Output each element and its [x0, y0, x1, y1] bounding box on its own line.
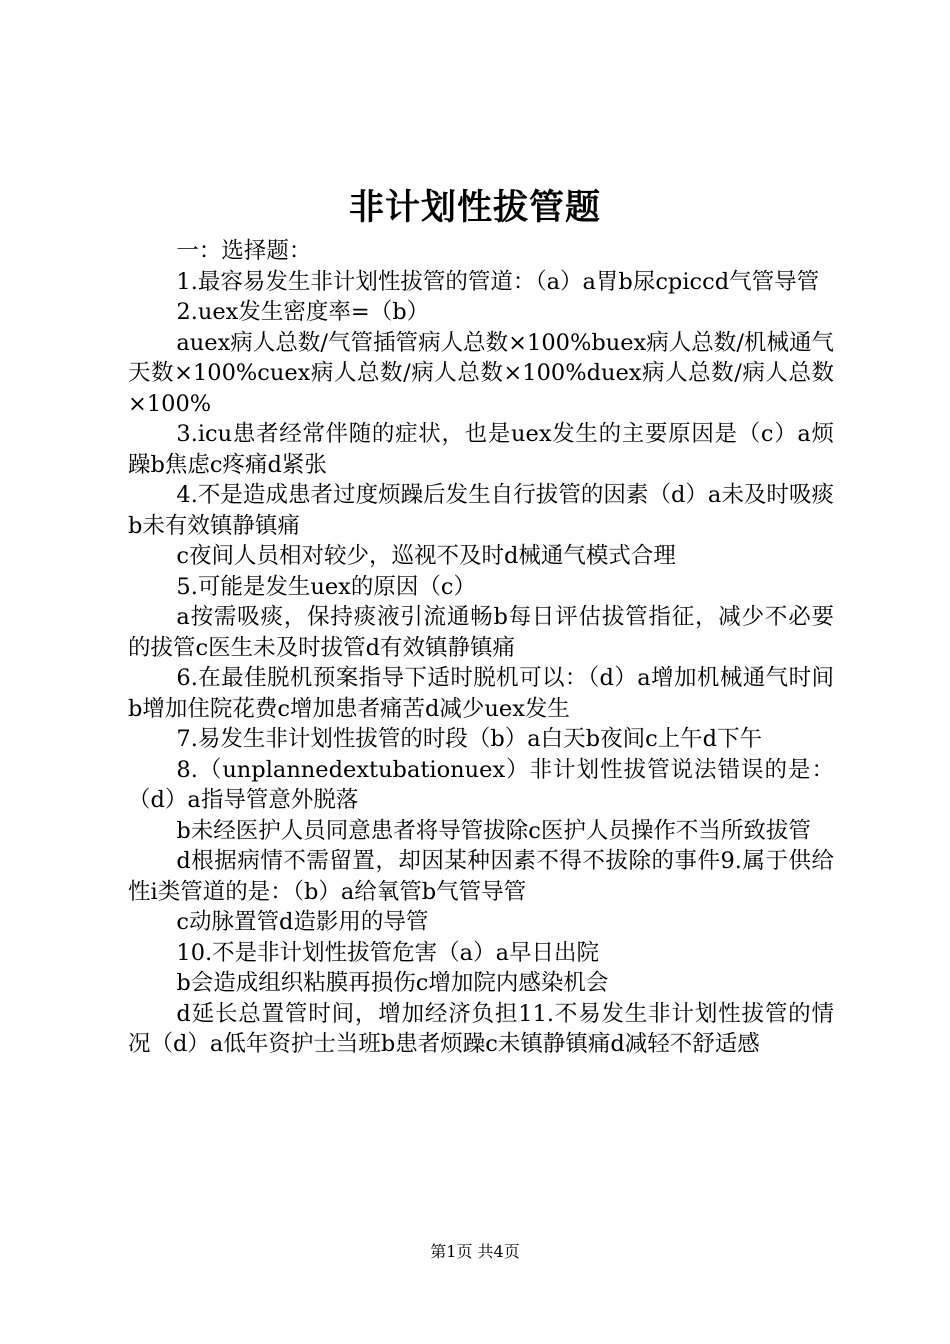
question-4: 4.不是造成患者过度烦躁后发生自行拔管的因素（d）a未及时吸痰b未有效镇静镇痛 [128, 482, 834, 539]
question-5-options: a按需吸痰，保持痰液引流通畅b每日评估拔管指征，减少不必要的拔管c医生未及时拔管d有效镇静镇痛 [128, 604, 834, 661]
document-title: 非计划性拔管题 [348, 187, 601, 228]
question-7: 7.易发生非计划性拔管的时段（b）a白天b夜间c上午d下午 [176, 726, 763, 752]
question-3: 3.icu患者经常伴随的症状，也是uex发生的主要原因是（c）a烦躁b焦虑c疼痛d紧张 [128, 421, 834, 478]
question-10-option-d-question-11: d延长总置管时间，增加经济负担11.不易发生非计划性拔管的情况（d）a低年资护士当班b患者烦躁c未镇静镇痛d减轻不舒适感 [128, 1000, 834, 1057]
section-heading: 一：选择题： [176, 238, 312, 264]
question-8: 8.（unplannedextubationuex）非计划性拔管说法错误的是：（d）a指导管意外脱落 [128, 756, 834, 813]
question-9-options: c动脉置管d造影用的导管 [176, 909, 429, 935]
question-2-options: auex病人总数/气管插管病人总数×100%buex病人总数/机械通气天数×100%cuex病人总数/病人总数×100%duex病人总数/病人总数×100% [128, 329, 834, 417]
question-1: 1.最容易发生非计划性拔管的管道：（a）a胃b尿cpiccd气管导管 [176, 268, 820, 295]
question-2: 2.uex发生密度率=（b） [176, 299, 430, 325]
question-8-option-d-question-9: d根据病情不需留置，却因某种因素不得不拔除的事件9.属于供给性i类管道的是：（b）a给氧管b气管导管 [128, 848, 834, 905]
document-body [128, 236, 834, 1060]
question-10-options: b会造成组织粘膜再损伤c增加院内感染机会 [176, 970, 609, 996]
page-footer: 第1页 共4页 [430, 1242, 520, 1261]
question-4-options: c夜间人员相对较少，巡视不及时d械通气模式合理 [176, 543, 676, 569]
question-5: 5.可能是发生uex的原因（c） [176, 573, 476, 600]
question-8-options-b-c: b未经医护人员同意患者将导管拔除c医护人员操作不当所致拔管 [176, 817, 811, 844]
question-6: 6.在最佳脱机预案指导下适时脱机可以：（d）a增加机械通气时间b增加住院花费c增加患者痛苦d减少uex发生 [128, 665, 834, 722]
question-10: 10.不是非计划性拔管危害（a）a早日出院 [176, 939, 599, 966]
